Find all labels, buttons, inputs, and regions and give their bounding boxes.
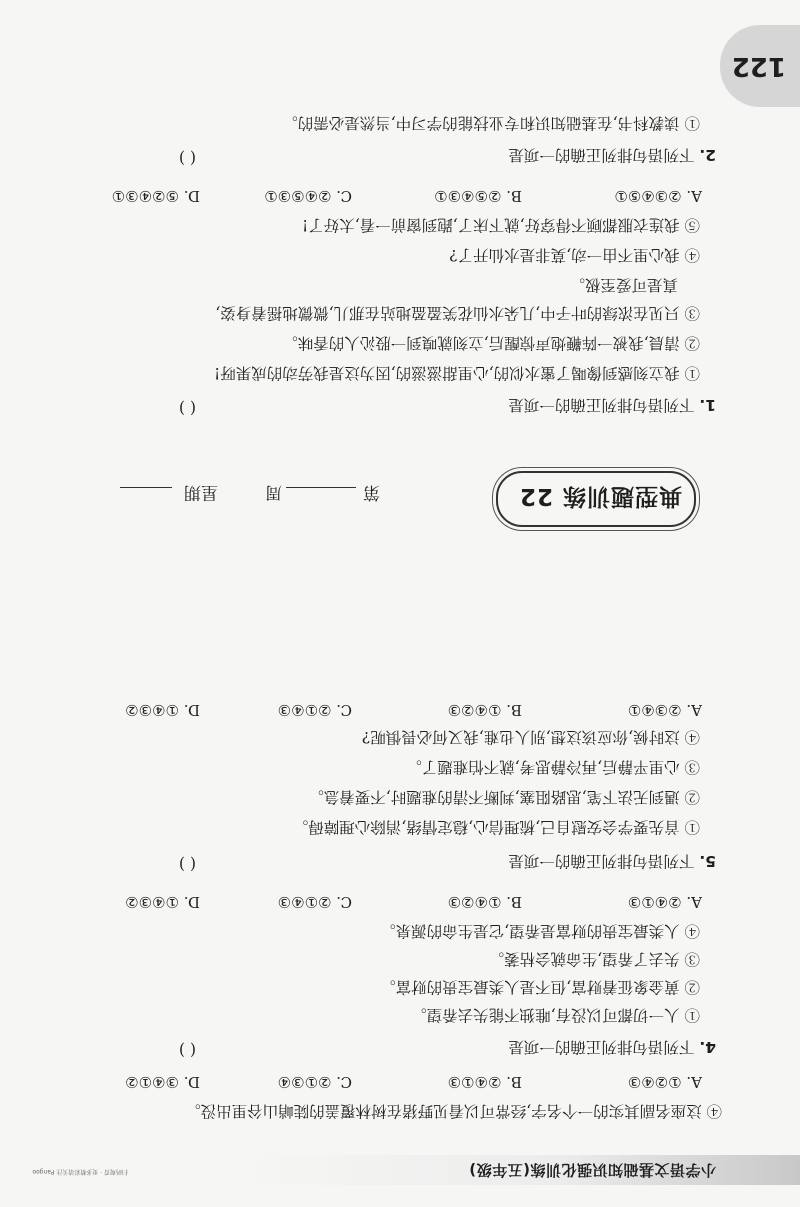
question-4-stem [508, 1037, 716, 1059]
question-number: 5. [699, 852, 716, 870]
question-5-stem [508, 851, 716, 873]
answer-parentheses: ( ) [178, 1041, 196, 1059]
carryover-item-4: ④ 这座名副其实的一个名字,经常可以看见野猪在树林覆盖的陡峭山谷里出没。 [185, 1102, 722, 1120]
page-number: 122 [731, 51, 786, 81]
question-stem: 下列语句排列正确的一项是 [508, 396, 695, 414]
q4-option-c: C. ②①④③ [277, 893, 352, 911]
option-b: B. ②④①③ [447, 1073, 522, 1091]
q1-item-3-cont: 真是可爱至极。 [569, 276, 678, 294]
q1-item-4: ④ 我心里不由一动,莫非是水仙开了? [449, 246, 700, 264]
section-title: 典型题训练 22 [518, 483, 682, 509]
q4-item-3: ③ 失去了希望,生命就会枯萎。 [488, 950, 700, 968]
q5-option-c: C. ②①④③ [277, 701, 352, 719]
question-stem: 下列语句排列正确的一项是 [508, 852, 695, 870]
weekday-blank[interactable] [120, 487, 172, 489]
q5-item-4: ④ 这时候,你应该这想,别人也难,我又何必畏惧呢? [361, 728, 700, 746]
header-small-text: 扫码观看 · 更多精彩请关注 Pangoo [32, 1168, 128, 1175]
option-a: A. ①②④③ [627, 1073, 702, 1091]
q4-option-d: D. ①④③② [125, 893, 200, 911]
answer-parentheses: ( ) [178, 149, 196, 167]
question-2-stem [508, 145, 716, 167]
week-number-blank[interactable] [286, 487, 356, 489]
q1-item-2: ② 清晨,我被一阵鞭炮声惊醒后,立刻就嗅到一股沁人的香味。 [282, 334, 700, 352]
q1-item-5: ⑤ 我连衣服都顾不得穿好,就下床了,跑到窗前一看,太好了! [302, 216, 700, 234]
book-title: 小学语文基础知识强化训练(五年级) [468, 1161, 716, 1179]
week-label-di: 第 [363, 482, 380, 502]
q1-item-1: ① 我立刻感到像喝了蜜水似的,心里甜滋滋的,因为这是我劳动的成果呀! [213, 364, 700, 382]
option-d: D. ③④①② [125, 1073, 200, 1091]
q5-item-1: ① 首先要学会安慰自己,梳理信心,稳定情绪,消除心理障碍。 [292, 818, 700, 836]
question-number: 4. [699, 1038, 716, 1056]
q1-option-d: D. ⑤②④③① [111, 187, 200, 205]
question-stem: 下列语句排列正确的一项是 [508, 146, 695, 164]
q4-option-a: A. ②④①③ [627, 893, 702, 911]
answer-parentheses: ( ) [178, 399, 196, 417]
q5-option-a: A. ②③④① [627, 701, 702, 719]
q1-option-a: A. ②③④⑤① [614, 187, 702, 205]
week-label-xingqi: 星期 [184, 482, 218, 502]
q1-option-b: B. ②⑤④③① [434, 187, 522, 205]
question-number: 1. [699, 396, 716, 414]
q2-item-1: ① 读教科书,在基础知识和专业技能的学习中,当然是必需的。 [282, 114, 700, 132]
option-c: C. ②①③④ [277, 1073, 352, 1091]
question-stem: 下列语句排列正确的一项是 [508, 1038, 695, 1056]
q4-item-4: ④ 人类最宝贵的财富是希望,它是生命的源泉。 [380, 922, 700, 940]
q4-option-b: B. ①④②③ [447, 893, 522, 911]
q5-option-b: B. ①④②③ [447, 701, 522, 719]
q4-item-1: ① 人一切都可以没有,唯独不能失去希望。 [411, 1006, 700, 1024]
answer-parentheses: ( ) [178, 855, 196, 873]
q1-option-c: C. ②④⑤③① [264, 187, 352, 205]
question-1-stem [508, 395, 716, 417]
q1-item-3: ③ 只见在浓绿的叶子中,几朵水仙花笑盈盈地站在那儿,微微地摇着身姿, [215, 304, 700, 322]
question-number: 2. [699, 146, 716, 164]
q4-item-2: ② 黄金象征着财富,但不是人类最宝贵的财富。 [380, 978, 700, 996]
q5-option-d: D. ①④③② [125, 701, 200, 719]
week-label-zhou: 周 [265, 482, 282, 502]
q5-item-2: ② 遇到无法下笔,思路阻塞,判断不清的难题时,不要着急。 [308, 788, 700, 806]
q5-item-3: ③ 心里平静后,再冷静思考,就不怕难题了。 [406, 758, 700, 776]
